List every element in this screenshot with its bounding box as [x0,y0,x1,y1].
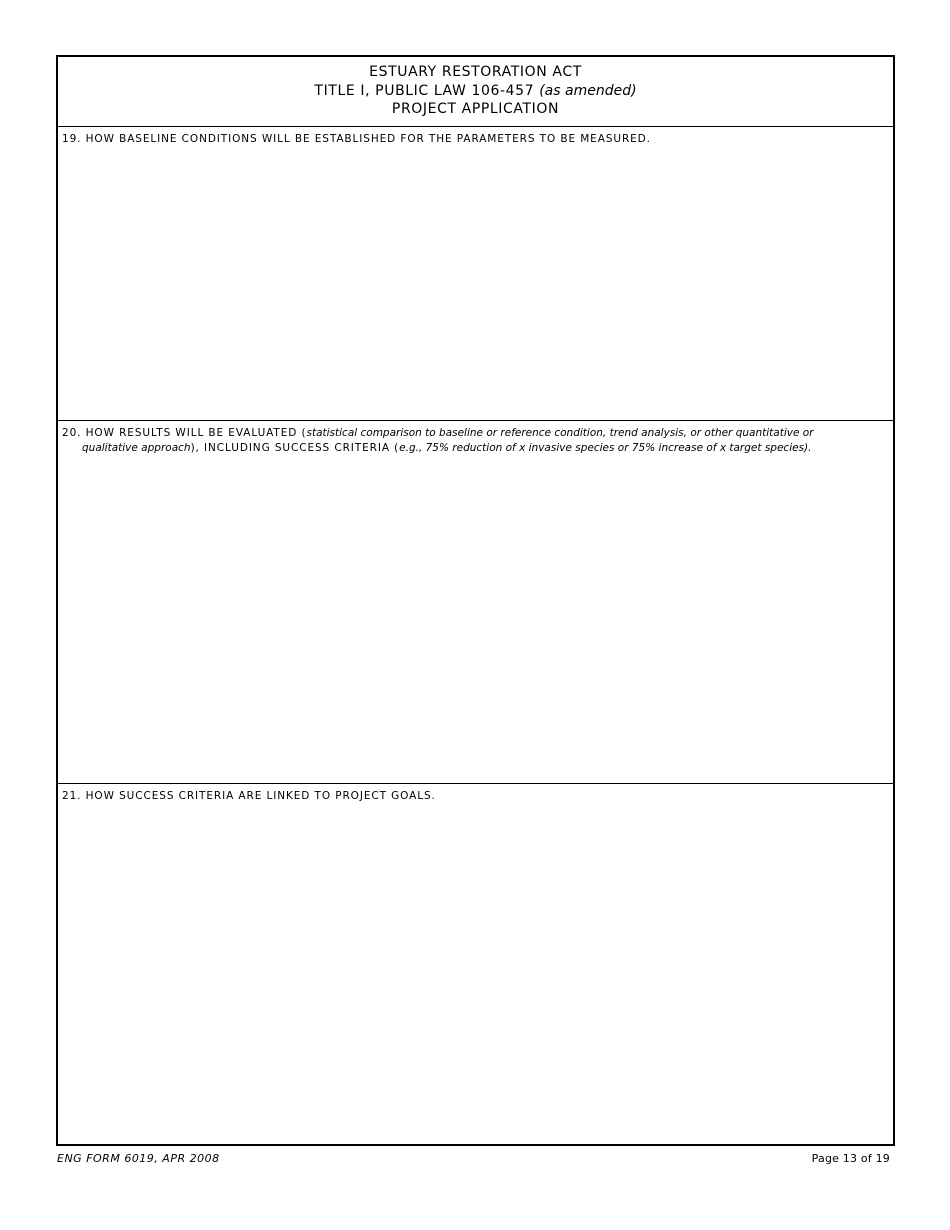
q20-text-3: qualitative approach [82,442,191,454]
question-20-answer-field[interactable] [62,461,889,779]
question-20-label [62,426,882,456]
form-id: ENG FORM 6019, APR 2008 [57,1152,220,1165]
form-header [58,57,893,127]
question-21-answer-field[interactable] [62,808,889,1140]
section-19 [58,127,893,421]
q20-text-1: 20. HOW RESULTS WILL BE EVALUATED ( [62,427,307,439]
header-form-type: PROJECT APPLICATION [391,101,560,117]
header-title: ESTUARY RESTORATION ACT [369,64,582,80]
application-form [56,55,895,1146]
section-21 [58,784,893,1144]
question-19-label: 19. HOW BASELINE CONDITIONS WILL BE ESTABLISHED FOR THE PARAMETERS TO BE MEASURED. [62,133,651,145]
header-law: TITLE I, PUBLIC LAW 106-457 [314,82,535,99]
q20-text-5: e.g., 75% reduction of x invasive species or 75% increase of x target species). [399,442,812,454]
q20-text-2: statistical comparison to baseline or reference condition, trend analysis, or other quantitative or [306,427,814,439]
header-amended: (as amended) [539,82,637,99]
header-subtitle [58,82,893,101]
section-20 [58,421,893,784]
question-19-answer-field[interactable] [62,151,889,416]
q20-text-4: ), INCLUDING SUCCESS CRITERIA ( [190,442,400,454]
page-number: Page 13 of 19 [811,1152,890,1165]
question-21-label: 21. HOW SUCCESS CRITERIA ARE LINKED TO PROJECT GOALS. [62,790,436,802]
